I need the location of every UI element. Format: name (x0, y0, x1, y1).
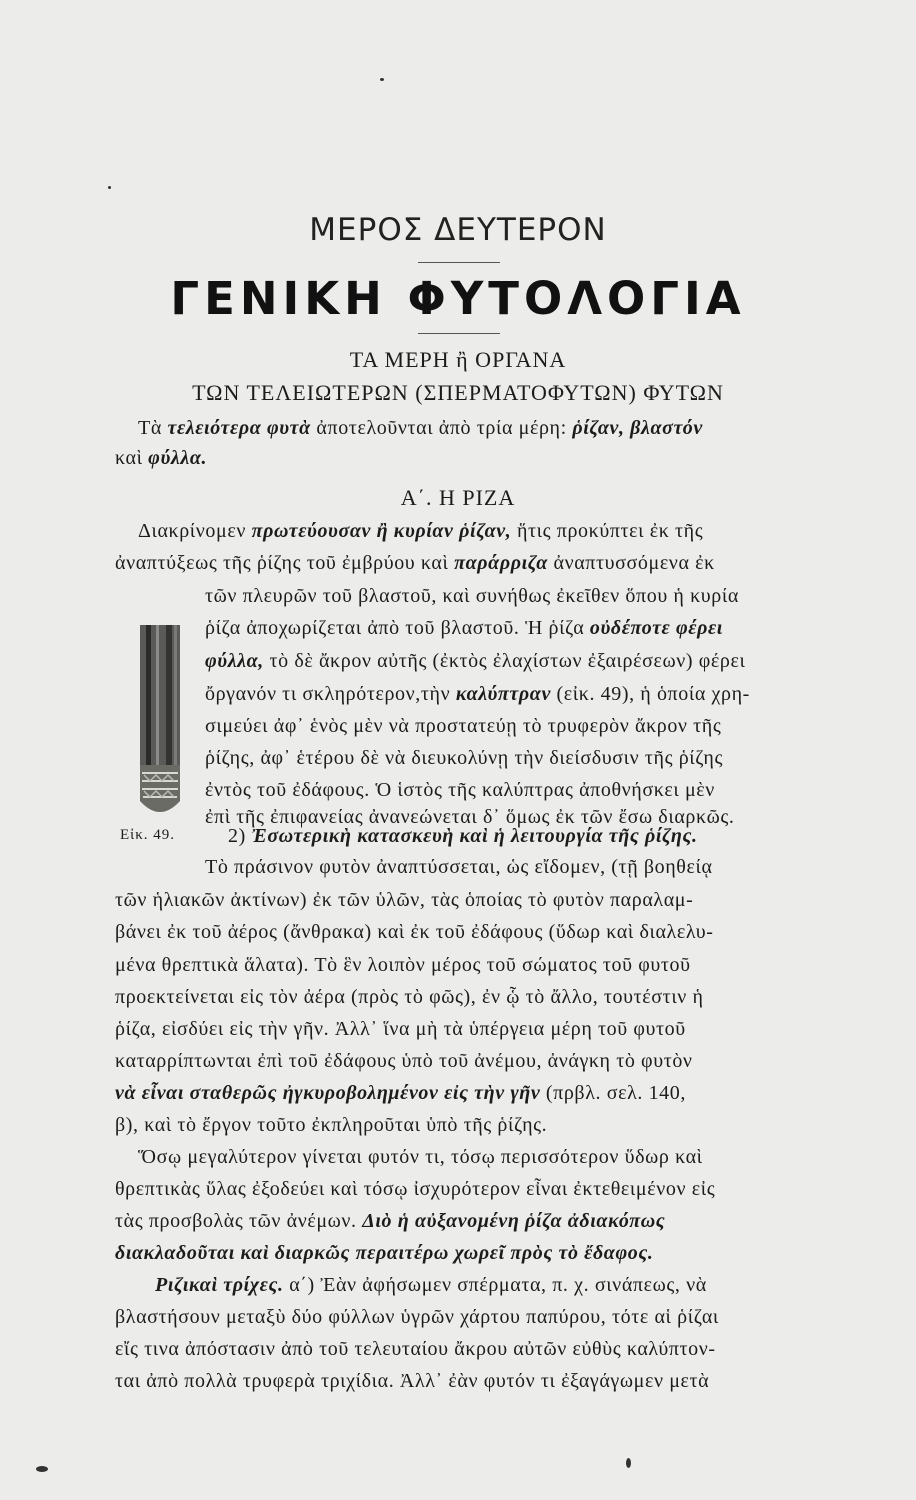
paper-speck (36, 1466, 48, 1472)
text-line: τὰς προσβολὰς τῶν ἀνέμων. Διὸ ἡ αὐξανομένη ῥίζα ἀδιακόπως (115, 1210, 666, 1232)
text-line: ῥίζης, ἀφ᾽ ἑτέρου δὲ νὰ διευκολύνῃ τὴν διείσδυσιν τῆς ῥίζης (205, 747, 723, 769)
divider-rule (418, 262, 500, 263)
page-title: ΓΕΝΙΚΗ ΦΥΤΟΛΟΓΙΑ (170, 272, 746, 325)
text-line: ται ἀπὸ πολλὰ τρυφερὰ τριχίδια. Ἀλλ᾽ ἐὰν φυτόν τι ἐξαγάγωμεν μετὰ (115, 1370, 710, 1392)
text-line: Διακρίνομεν πρωτεύουσαν ἢ κυρίαν ῥίζαν, ἥτις προκύπτει ἐκ τῆς (138, 520, 704, 542)
text-line: Ὅσῳ μεγαλύτερον γίνεται φυτόν τι, τόσῳ περισσότερον ὕδωρ καὶ (138, 1146, 703, 1168)
text-line: βλαστήσουν μεταξὺ δύο φύλλων ὑγρῶν χάρτου παπύρου, τότε αἱ ῥίζαι (115, 1306, 719, 1328)
text-line: ὄργανόν τι σκληρότερον,τὴν καλύπτραν (εἰκ. 49), ἡ ὁποία χρη- (205, 683, 750, 705)
text-line: Τὸ πράσινον φυτὸν ἀναπτύσσεται, ὡς εἴδομεν, (τῇ βοηθείᾳ (205, 856, 713, 878)
figure-caption: Εἰκ. 49. (120, 827, 176, 843)
text-line: φύλλα, τὸ δὲ ἄκρον αὐτῆς (ἐκτὸς ἐλαχίστων ἐξαιρέσεων) φέρει (205, 650, 746, 672)
paper-speck (380, 78, 384, 81)
text-line: ῥίζα ἀποχωρίζεται ἀπὸ τοῦ βλαστοῦ. Ἡ ῥίζα οὐδέποτε φέρει (205, 617, 723, 639)
paper-speck (108, 186, 111, 189)
text-line: τῶν ἡλιακῶν ἀκτίνων) ἐκ τῶν ὑλῶν, τὰς ὁποίας τὸ φυτὸν παραλαμ- (115, 889, 694, 911)
subheading-plants: ΤΩΝ ΤΕΛΕΙΩΤΕΡΩΝ (ΣΠΕΡΜΑΤΟΦΥΤΩΝ) ΦΥΤΩΝ (192, 380, 724, 405)
text-line: διακλαδοῦται καὶ διαρκῶς περαιτέρω χωρεῖ πρὸς τὸ ἔδαφος. (115, 1242, 654, 1264)
text-line: σιμεύει ἀφ᾽ ἑνὸς μὲν νὰ προστατεύῃ τὸ τρυφερὸν ἄκρον τῆς (205, 715, 722, 737)
text-line: Ριζικαὶ τρίχες. α΄) Ἐὰν ἀφήσωμεν σπέρματα, π. χ. σινάπεως, νὰ (155, 1274, 707, 1296)
text-line: νὰ εἶναι σταθερῶς ἠγκυροβολημένον εἰς τὴν γῆν (πρβλ. σελ. 140, (115, 1082, 686, 1104)
text-line: ἐπὶ τῆς ἐπιφανείας ἀνανεώνεται δ᾽ ὅμως ἐκ τῶν ἔσω διαρκῶς. (205, 806, 735, 828)
text-line: εἴς τινα ἀπόστασιν ἀπὸ τοῦ τελευταίου ἄκρου αὐτῶν εὐθὺς καλύπτον- (115, 1338, 716, 1360)
subheading-parts: ΤΑ ΜΕΡΗ ἢ ΟΡΓΑΝΑ (349, 347, 567, 372)
text-line: προεκτείνεται εἰς τὸν ἀέρα (πρὸς τὸ φῶς), ἐν ᾧ τὸ ἄλλο, τουτέστιν ἡ (115, 986, 704, 1008)
text-line: καὶ φύλλα. (115, 447, 208, 469)
paper-speck (626, 1458, 631, 1468)
text-line: θρεπτικὰς ὕλας ἐξοδεύει καὶ τόσῳ ἰσχυρότερον εἶναι ἐκτεθειμένον εἰς (115, 1178, 716, 1200)
section-title: Α΄. Η ΡΙΖΑ (400, 485, 516, 510)
part-heading: ΜΕΡΟΣ ΔΕΥΤΕΡΟΝ (309, 212, 607, 248)
text-line: βάνει ἐκ τοῦ ἀέρος (ἄνθρακα) καὶ ἐκ τοῦ ἐδάφους (ὕδωρ καὶ διαλελυ- (115, 921, 714, 943)
text-line: ἀναπτύξεως τῆς ῥίζης τοῦ ἐμβρύου καὶ παράρριζα ἀναπτυσσόμενα ἐκ (115, 552, 715, 574)
text-line: ῥίζα, εἰσδύει εἰς τὴν γῆν. Ἀλλ᾽ ἵνα μὴ τὰ ὑπέργεια μέρη τοῦ φυτοῦ (115, 1018, 686, 1040)
text-line: καταρρίπτωνται ἐπὶ τοῦ ἐδάφους ὑπὸ τοῦ ἀνέμου, ἀνάγκη τὸ φυτὸν (115, 1050, 693, 1072)
divider-rule (418, 333, 500, 334)
text-line: τῶν πλευρῶν τοῦ βλαστοῦ, καὶ συνήθως ἐκεῖθεν ὅπου ἡ κυρία (205, 585, 739, 607)
text-line: ἐντὸς τοῦ ἐδάφους. Ὁ ἱστὸς τῆς καλύπτρας ἀποθνήσκει μὲν (205, 779, 715, 801)
text-line: μένα θρεπτικὰ ἅλατα). Τὸ ἓν λοιπὸν μέρος τοῦ σώματος τοῦ φυτοῦ (115, 954, 691, 976)
root-cap-figure (134, 625, 186, 820)
text-line: Τὰ τελειότερα φυτὰ ἀποτελοῦνται ἀπὸ τρία μέρη: ῥίζαν, βλαστόν (138, 417, 703, 439)
text-line: 2) Ἐσωτερικὴ κατασκευὴ καὶ ἡ λειτουργία τῆς ῥίζης. (228, 825, 698, 847)
text-line: β), καὶ τὸ ἔργον τοῦτο ἐκπληροῦται ὑπὸ τῆς ῥίζης. (115, 1114, 548, 1136)
